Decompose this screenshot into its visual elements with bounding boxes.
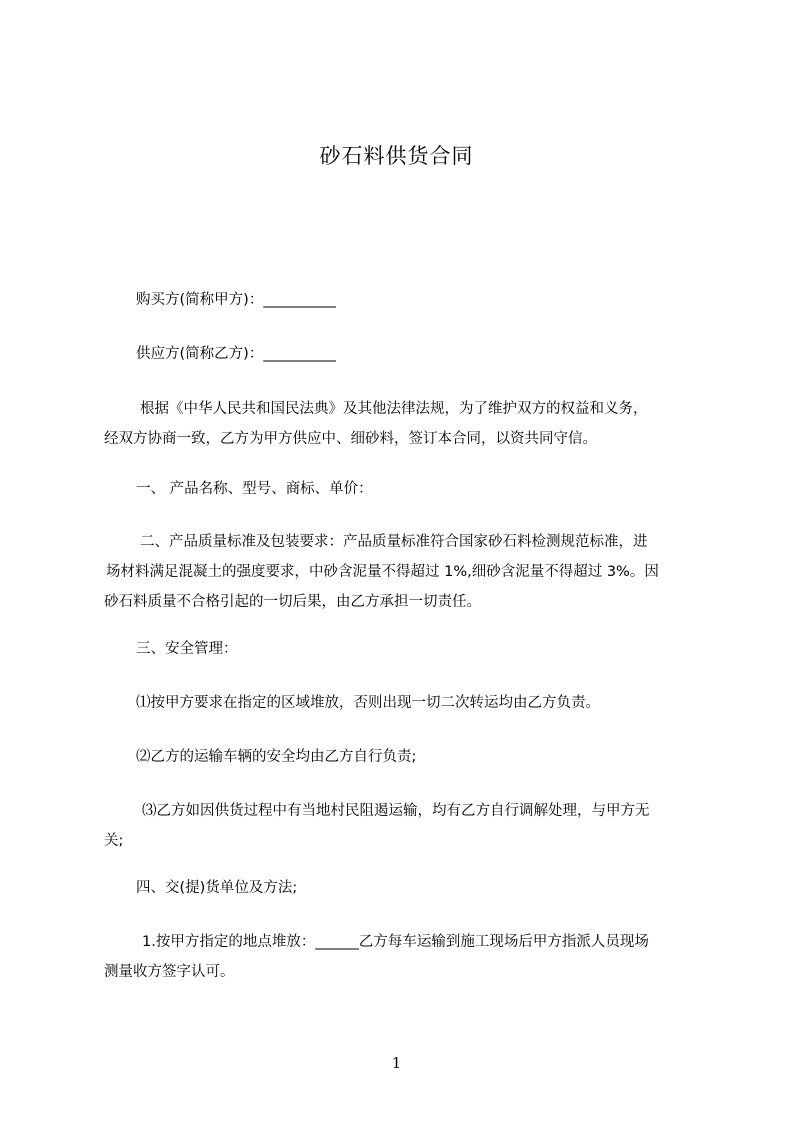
section-2-line-2: 场材料满足混凝土的强度要求，中砂含泥量不得超过 1%,细砂含泥量不得超过 3%。因 — [106, 564, 659, 580]
supplier-line: 供应方(简称乙方)：__________ — [136, 346, 336, 362]
section-2-line-1: 二、产品质量标准及包装要求：产品质量标准符合国家砂石料检测规范标准，进 — [140, 534, 648, 550]
item-3-2: ⑵乙方的运输车辆的安全均由乙方自行负责; — [136, 749, 417, 765]
item-3-3-line-2: 关; — [104, 833, 124, 849]
section-3-heading: 三、安全管理： — [136, 641, 238, 657]
document-title: 砂石料供货合同 — [319, 144, 474, 168]
item-3-3-paragraph — [104, 796, 708, 856]
item-4-1-line-1: 1.按甲方指定的地点堆放：______乙方每车运输到施工现场后甲方指派人员现场 — [142, 934, 649, 950]
section-4-heading: 四、交(提)货单位及方法; — [136, 880, 298, 896]
item-4-1-paragraph — [104, 927, 708, 987]
preamble-paragraph — [104, 394, 708, 454]
item-4-1-line-2: 测量收方签字认可。 — [104, 964, 235, 980]
buyer-line: 购买方(简称甲方)：__________ — [136, 292, 336, 308]
preamble-line-2: 经双方协商一致，乙方为甲方供应中、细砂料，签订本合同，以资共同守信。 — [104, 431, 597, 447]
section-2-paragraph — [104, 527, 708, 617]
item-3-3-line-1: ⑶乙方如因供货过程中有当地村民阻遏运输，均有乙方自行调解处理，与甲方无 — [142, 803, 650, 819]
section-1-heading: 一、 产品名称、型号、商标、单价： — [136, 481, 373, 497]
preamble-line-1: 根据《中华人民共和国民法典》及其他法律法规，为了维护双方的权益和义务， — [140, 401, 648, 417]
item-3-1: ⑴按甲方要求在指定的区域堆放，否则出现一切二次转运均由乙方负责。 — [136, 695, 600, 711]
section-2-line-3: 砂石料质量不合格引起的一切后果，由乙方承担一切责任。 — [104, 594, 481, 610]
page-number: 1 — [391, 1054, 402, 1072]
